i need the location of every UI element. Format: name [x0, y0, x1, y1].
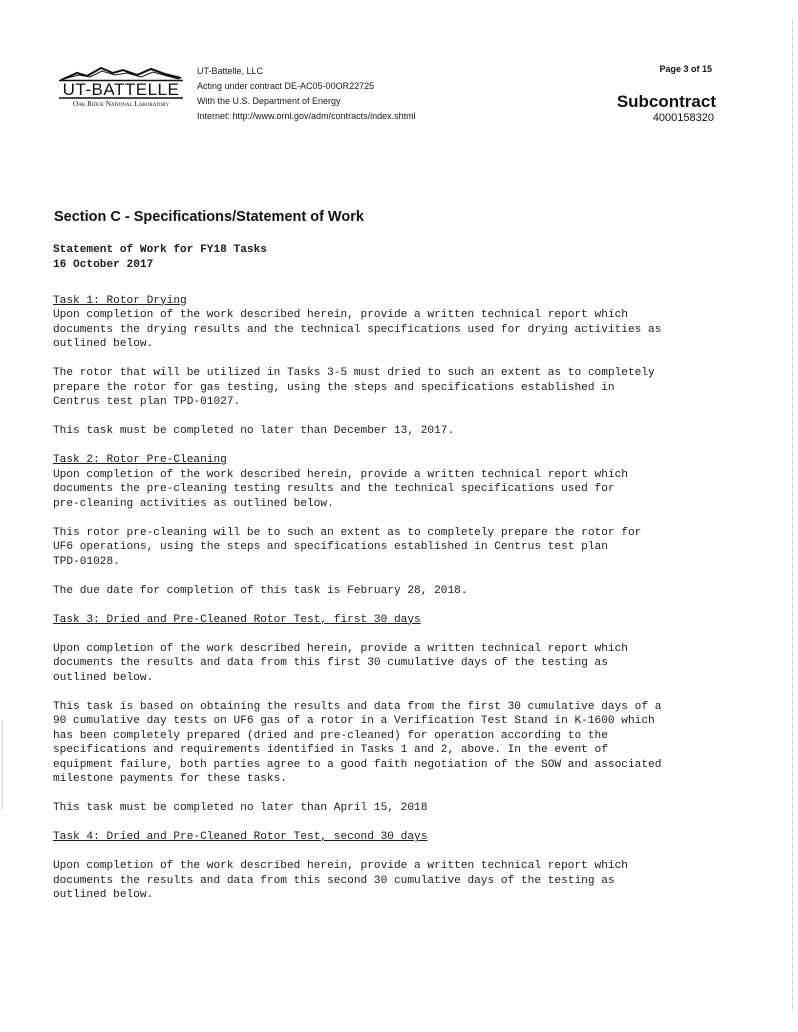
task-4-title: Task 4: Dried and Pre-Cleaned Rotor Test, second 30 days — [53, 831, 428, 843]
text-line: Upon completion of the work described herein, provide a written technical report which — [53, 642, 628, 655]
text-line: Upon completion of the work described herein, provide a written technical report which — [53, 860, 628, 872]
text-line: This rotor pre-cleaning will be to such an extent as to completely prepare the rotor for — [53, 526, 642, 539]
text-line: Centrus test plan TPD-01027. — [53, 396, 241, 408]
text-line: prepare the rotor for gas testing, using the steps and specifications established in — [53, 381, 615, 394]
text-line: has been completely prepared (dried and pre-cleaned) for operation according to the — [53, 729, 608, 742]
scan-edge-artifact — [2, 720, 4, 810]
task-2-section — [53, 453, 723, 613]
header-internet: Internet: http://www.ornl.gov/adm/contracts/index.shtml — [197, 111, 416, 121]
logo-wordmark: UT-BATTELLE — [62, 80, 180, 99]
text-line: 90 cumulative day tests on UF6 gas of a rotor in a Verification Test Stand in K-1600 which — [53, 715, 655, 727]
task-2-title: Task 2: Rotor Pre-Cleaning — [53, 454, 227, 466]
text-line: specifications and requirements identified in Tasks 1 and 2, above. In the event of — [53, 744, 608, 756]
text-line: equipment failure, both parties agree to a good faith negotiation of the SOW and associated — [53, 758, 662, 771]
header-info-block — [197, 64, 416, 124]
text-line: The rotor that will be utilized in Tasks 3-5 must dried to such an extent as to completely — [53, 367, 655, 379]
text-line: outlined below. — [53, 889, 154, 901]
text-line: Upon completion of the work described herein, provide a written technical report which — [53, 309, 628, 321]
section-title: Section C - Specifications/Statement of Work — [54, 209, 364, 225]
page-number: Page 3 of 15 — [659, 64, 712, 74]
text-line: The due date for completion of this task is February 28, 2018. — [53, 584, 468, 597]
header-contract: Acting under contract DE-AC05-00OR22725 — [197, 81, 375, 91]
header-agency: With the U.S. Department of Energy — [197, 96, 341, 106]
text-line: Upon completion of the work described herein, provide a written technical report which — [53, 468, 628, 481]
task-3-title: Task 3: Dried and Pre-Cleaned Rotor Test, first 30 days — [53, 613, 421, 626]
scan-edge-artifact — [792, 20, 794, 1010]
text-line: milestone payments for these tasks. — [53, 773, 287, 785]
text-line: documents the pre-cleaning testing results and the technical specifications used for — [53, 483, 615, 495]
logo-subtitle: Oak Ridge National Laboratory — [73, 100, 169, 108]
task-1-title: Task 1: Rotor Drying — [53, 294, 187, 307]
text-line: pre-cleaning activities as outlined below. — [53, 497, 334, 510]
document-number: 4000158320 — [652, 112, 714, 124]
sow-date: 16 October 2017 — [53, 258, 154, 271]
document-type: Subcontract — [616, 92, 716, 111]
text-line: outlined below. — [53, 671, 154, 684]
text-line: documents the results and data from this second 30 cumulative days of the testing as — [53, 874, 615, 887]
sow-title: Statement of Work for FY18 Tasks — [53, 244, 267, 256]
text-line: This task must be completed no later than December 13, 2017. — [53, 425, 455, 437]
header-company: UT-Battelle, LLC — [197, 66, 264, 76]
ut-battelle-logo — [57, 64, 185, 112]
task-4-section — [53, 830, 723, 903]
text-line: documents the results and data from this first 30 cumulative days of the testing as — [53, 657, 608, 669]
task-3-section — [53, 613, 723, 831]
text-line: This task must be completed no later than April 15, 2018 — [53, 802, 428, 814]
text-line: documents the drying results and the technical specifications used for drying activities as — [53, 323, 662, 336]
text-line: UF6 operations, using the steps and specifications established in Centrus test plan — [53, 541, 608, 553]
text-line: outlined below. — [53, 338, 154, 350]
text-line: TPD-01028. — [53, 555, 120, 568]
task-1-section — [53, 294, 723, 454]
statement-of-work-body — [53, 243, 723, 903]
text-line: This task is based on obtaining the results and data from the first 30 cumulative days of a — [53, 700, 662, 713]
